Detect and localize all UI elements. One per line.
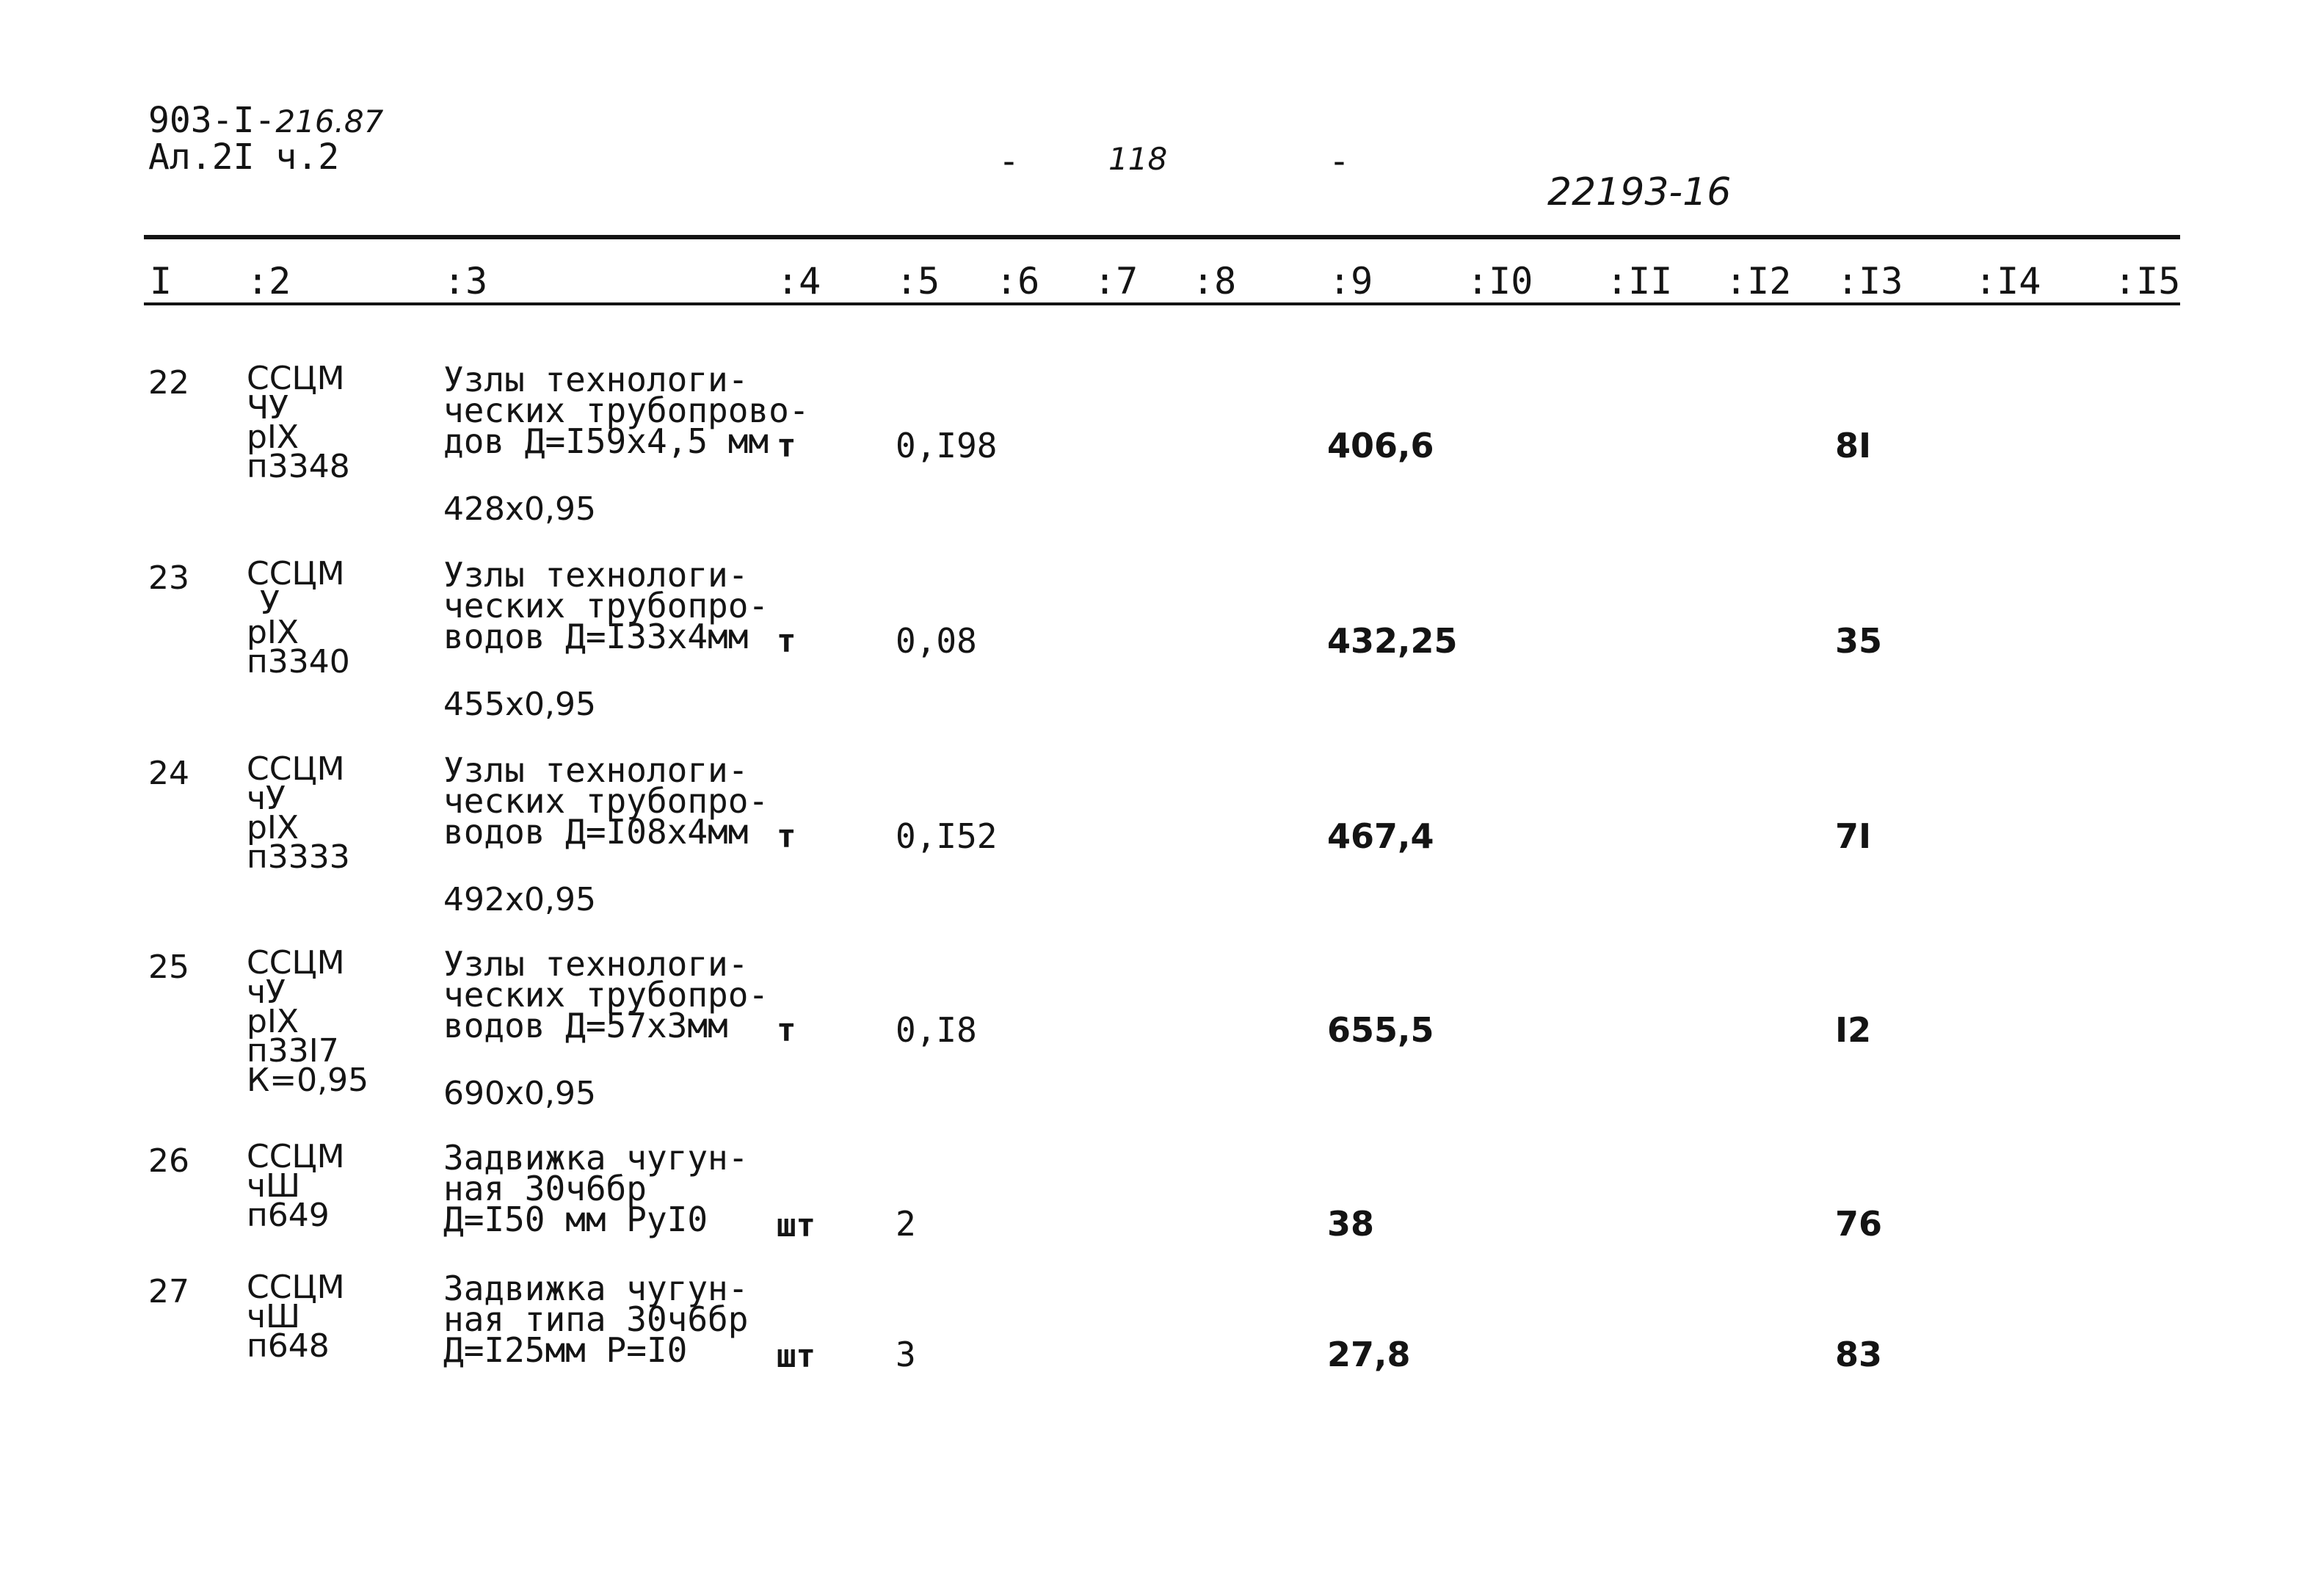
description-line: ческих трубопро- <box>443 781 769 821</box>
description-line: Задвижка чугун- <box>443 1138 749 1178</box>
total-cost: 7I <box>1835 816 1872 856</box>
table-header-rule <box>144 302 2180 305</box>
quantity: 0,I98 <box>896 426 998 465</box>
unit-price: 467,4 <box>1327 816 1434 856</box>
total-cost: 8I <box>1835 426 1872 465</box>
rate-code-line: ССЦМ <box>247 360 345 397</box>
column-header-13: :I3 <box>1837 260 1903 302</box>
rate-code <box>247 1269 345 1365</box>
description-line: Д=I50 мм РуI0 <box>443 1200 708 1239</box>
description-line: ческих трубопрово- <box>443 391 810 430</box>
column-header-15: :I5 <box>2114 260 2181 302</box>
total-cost: 83 <box>1835 1335 1883 1374</box>
description-line: Узлы технологи- <box>443 750 749 790</box>
rate-code-line: ССЦМ <box>247 1269 345 1306</box>
price-calculation: 455х0,95 <box>443 686 596 723</box>
column-header-3: :3 <box>443 260 488 302</box>
unit-price: 406,6 <box>1327 426 1434 465</box>
quantity: 0,08 <box>896 621 977 661</box>
row-number: 27 <box>148 1273 189 1310</box>
quantity: 2 <box>896 1204 916 1244</box>
unit-price: 38 <box>1327 1204 1375 1244</box>
column-header-10: :I0 <box>1467 260 1533 302</box>
rate-code <box>247 944 369 1099</box>
column-header-2: :2 <box>247 260 291 302</box>
rate-code-line: рIX <box>247 1003 299 1040</box>
header-dash-right: - <box>1329 141 1350 182</box>
description-line: ная 30ч6бр <box>443 1169 647 1208</box>
description-line: водов Д=I33х4мм <box>443 617 749 656</box>
description-line: ная типа 30ч6бр <box>443 1299 749 1339</box>
rate-code-line: ССЦМ <box>247 750 345 788</box>
page-number: 118 <box>1108 141 1168 177</box>
column-header-5: :5 <box>896 260 940 302</box>
row-number: 26 <box>148 1142 189 1180</box>
description-line: ческих трубопро- <box>443 586 769 625</box>
item-description <box>443 555 769 656</box>
description-line: водов Д=I08х4мм <box>443 812 749 852</box>
rate-code-line: чУ <box>247 973 286 1011</box>
document-code-printed: 903-I- <box>148 100 276 141</box>
rate-code-line: чШ <box>247 1167 301 1205</box>
item-description <box>443 1269 749 1370</box>
rate-code-line: ССЦМ <box>247 555 345 592</box>
rate-code-line: чШ <box>247 1298 301 1335</box>
rate-code-line: рIX <box>247 809 299 846</box>
column-header-1: I <box>150 260 173 302</box>
rate-code-line: рIX <box>247 614 299 651</box>
rate-code-line: п3348 <box>247 448 350 485</box>
item-description <box>443 750 769 852</box>
rate-code-line: ЧУ <box>247 389 288 427</box>
row-number: 25 <box>148 949 189 986</box>
rate-code-line: У <box>260 584 280 622</box>
row-number: 23 <box>148 559 189 597</box>
description-line: дов Д=I59х4,5 мм <box>443 421 769 461</box>
price-calculation: 428х0,95 <box>443 490 596 528</box>
column-header-4: :4 <box>777 260 821 302</box>
rate-code <box>247 555 350 681</box>
description-line: Узлы технологи- <box>443 360 749 399</box>
price-calculation: 690х0,95 <box>443 1075 596 1112</box>
total-cost: I2 <box>1835 1010 1872 1050</box>
rate-code-line: К=0,95 <box>247 1062 369 1099</box>
unit-price: 27,8 <box>1327 1335 1411 1374</box>
column-header-6: :6 <box>995 260 1040 302</box>
quantity: 0,I8 <box>896 1010 977 1050</box>
row-number: 22 <box>148 364 189 402</box>
rate-code-line: п649 <box>247 1197 330 1234</box>
quantity: 3 <box>896 1335 916 1374</box>
unit: шт <box>777 1207 816 1244</box>
unit: т <box>777 1012 796 1049</box>
rate-code <box>247 1138 345 1234</box>
rate-code <box>247 750 350 876</box>
unit-price: 432,25 <box>1327 621 1458 661</box>
header-dash-left: - <box>998 141 1020 182</box>
description-line: ческих трубопро- <box>443 975 769 1015</box>
document-code <box>148 100 384 141</box>
column-header-14: :I4 <box>1975 260 2041 302</box>
rate-code-line: п648 <box>247 1327 330 1365</box>
description-line: Узлы технологи- <box>443 944 749 984</box>
column-header-12: :I2 <box>1725 260 1792 302</box>
rate-code-line: п3340 <box>247 643 350 681</box>
column-header-9: :9 <box>1329 260 1373 302</box>
rate-code-line: п3333 <box>247 838 350 876</box>
column-header-11: :II <box>1606 260 1673 302</box>
rate-code-line: ССЦМ <box>247 944 345 982</box>
item-description <box>443 360 810 461</box>
total-cost: 76 <box>1835 1204 1883 1244</box>
row-number: 24 <box>148 755 189 792</box>
unit: шт <box>777 1338 816 1375</box>
price-calculation: 492х0,95 <box>443 881 596 918</box>
quantity: 0,I52 <box>896 816 998 856</box>
inventory-number: 22193-16 <box>1547 170 1732 214</box>
description-line: Д=I25мм Р=I0 <box>443 1330 688 1370</box>
rate-code-line: чУ <box>247 780 286 817</box>
item-description <box>443 944 769 1045</box>
item-description <box>443 1138 749 1239</box>
description-line: водов Д=57х3мм <box>443 1006 728 1045</box>
album-reference: Ал.2I ч.2 <box>148 137 340 178</box>
column-header-7: :7 <box>1094 260 1139 302</box>
document-code-handwritten: 216.87 <box>275 104 384 139</box>
table-top-rule <box>144 235 2180 239</box>
rate-code-line: п33I7 <box>247 1032 339 1070</box>
description-line: Задвижка чугун- <box>443 1269 749 1308</box>
rate-code <box>247 360 350 485</box>
rate-code-line: ССЦМ <box>247 1138 345 1175</box>
description-line: Узлы технологи- <box>443 555 749 595</box>
unit: т <box>777 623 796 660</box>
column-header-8: :8 <box>1192 260 1237 302</box>
unit: т <box>777 427 796 465</box>
unit-price: 655,5 <box>1327 1010 1434 1050</box>
total-cost: 35 <box>1835 621 1883 661</box>
rate-code-line: рIX <box>247 418 299 456</box>
unit: т <box>777 818 796 855</box>
